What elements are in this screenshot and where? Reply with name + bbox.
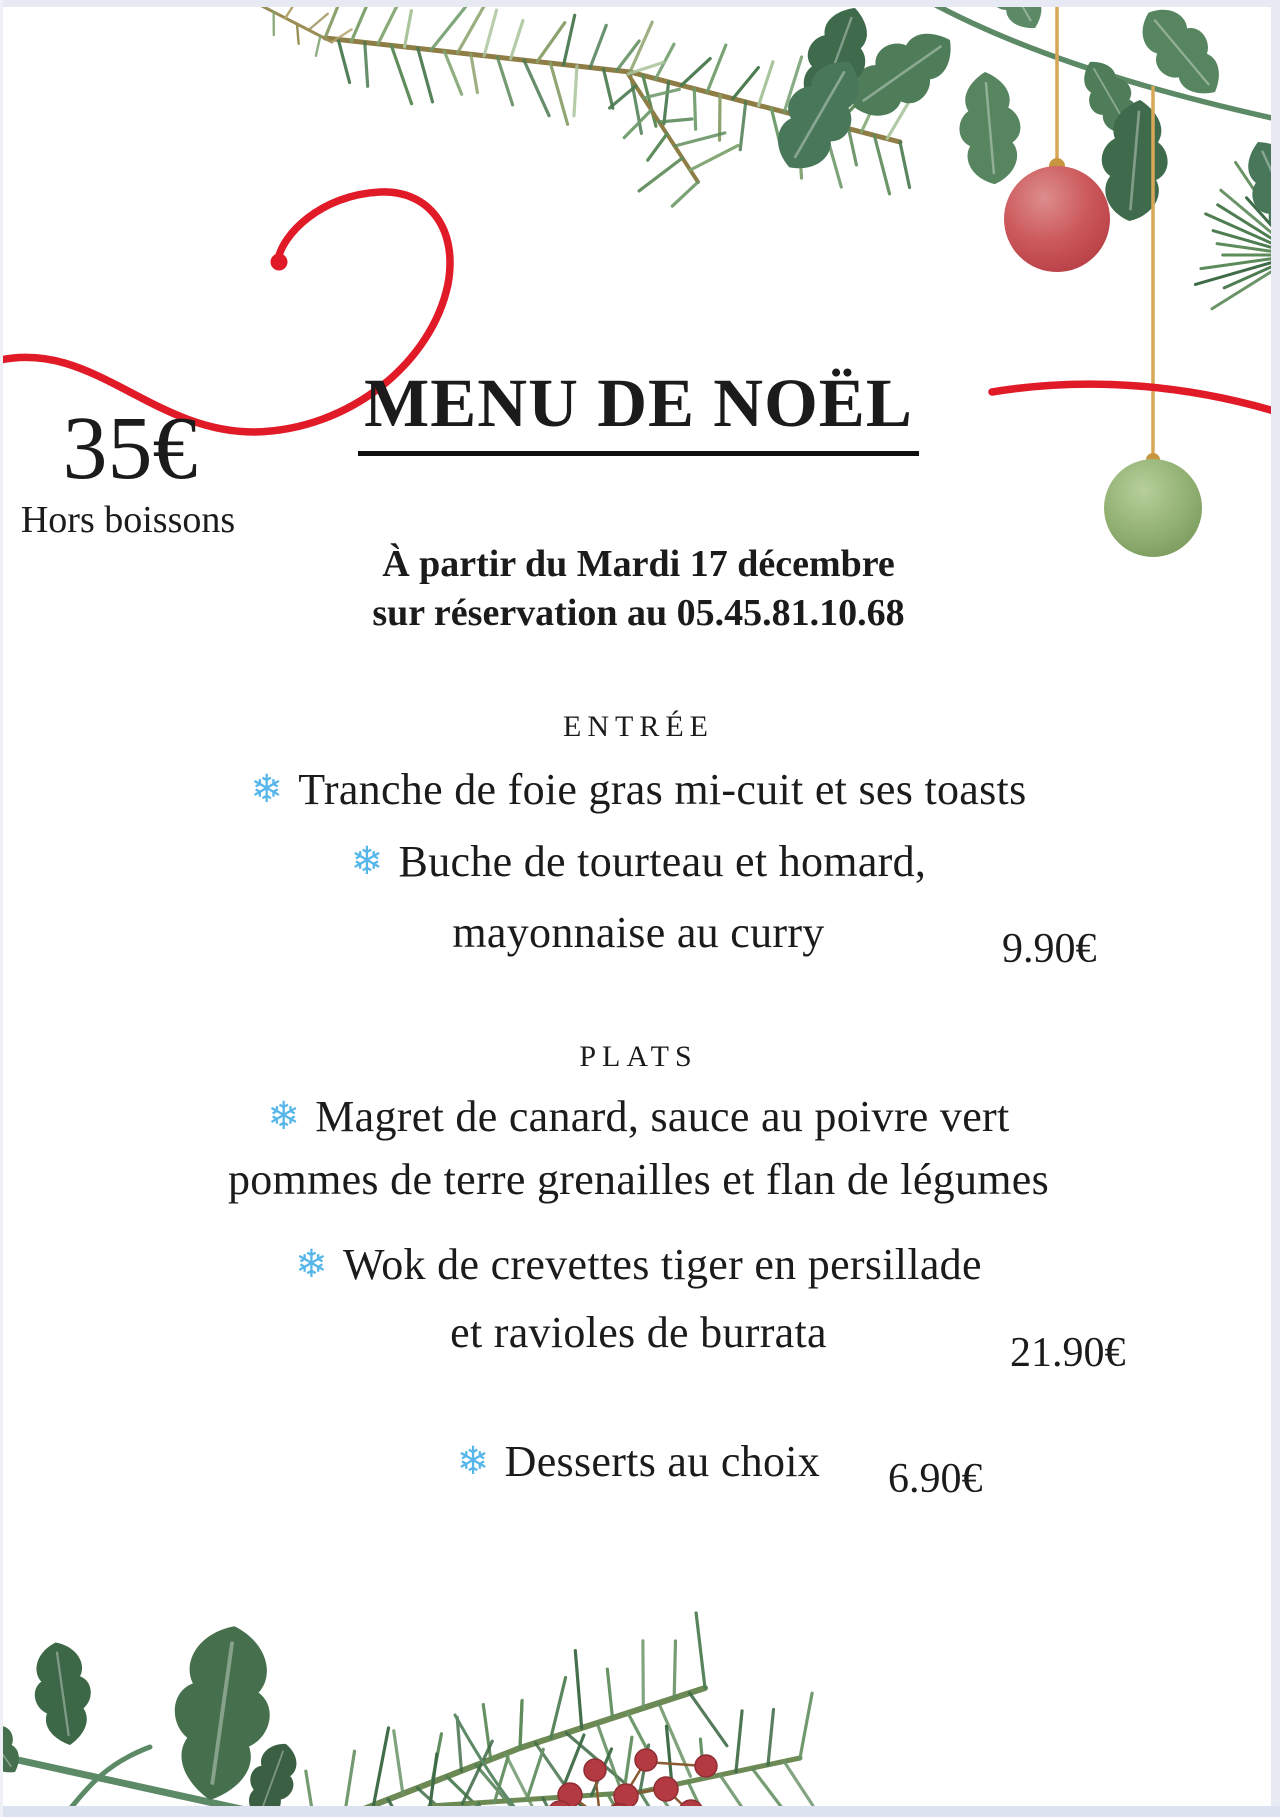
page-edge-left bbox=[0, 0, 3, 1817]
page-edge-top bbox=[0, 0, 1280, 7]
section-header-entree: ENTRÉE bbox=[563, 710, 714, 743]
section-header-plats: PLATS bbox=[579, 1040, 698, 1073]
menu-price-note: Hors boissons bbox=[20, 499, 236, 541]
snowflake-icon: ❄ bbox=[350, 839, 384, 884]
menu-item-magret bbox=[0, 1092, 1277, 1141]
holly-garland bbox=[761, 0, 1280, 252]
menu-item-desserts bbox=[0, 1437, 1277, 1486]
menu-item-text: Tranche de foie gras mi-cuit et ses toasts bbox=[298, 765, 1027, 814]
page-title-row bbox=[0, 365, 1277, 456]
menu-item-text: et ravioles de burrata bbox=[450, 1308, 827, 1357]
pine-sprig-right bbox=[1195, 162, 1280, 308]
price-tag-desserts: 6.90€ bbox=[888, 1456, 983, 1502]
menu-item-wok bbox=[0, 1240, 1277, 1289]
menu-price-badge: 35€ bbox=[62, 399, 198, 498]
ornament-green bbox=[1104, 86, 1202, 557]
page-edge-bottom bbox=[0, 1806, 1280, 1817]
price-tag-entree: 9.90€ bbox=[1002, 926, 1097, 972]
snowflake-icon: ❄ bbox=[267, 1094, 301, 1139]
menu-item-magret-line2 bbox=[0, 1155, 1277, 1204]
subtitle-line-2: sur réservation au 05.45.81.10.68 bbox=[372, 592, 905, 634]
subtitle-line-1: À partir du Mardi 17 décembre bbox=[382, 543, 895, 585]
ornament-red bbox=[1004, 0, 1110, 272]
pine-branch-bottom bbox=[306, 1613, 813, 1817]
menu-item-text: Desserts au choix bbox=[504, 1437, 821, 1486]
price-tag-plats: 21.90€ bbox=[1010, 1330, 1126, 1376]
menu-item-tourteau bbox=[0, 837, 1277, 886]
menu-item-text: Wok de crevettes tiger en persillade bbox=[342, 1240, 982, 1289]
menu-item-text: pommes de terre grenailles et flan de légumes bbox=[227, 1155, 1050, 1204]
menu-item-text: mayonnaise au curry bbox=[452, 908, 825, 957]
snowflake-icon: ❄ bbox=[456, 1439, 490, 1484]
page-edge-right bbox=[1271, 0, 1280, 1817]
pine-branch-top bbox=[262, 0, 918, 206]
menu-item-foie-gras bbox=[0, 765, 1277, 814]
snowflake-icon: ❄ bbox=[250, 767, 284, 812]
berries bbox=[455, 1715, 717, 1817]
snowflake-icon: ❄ bbox=[295, 1242, 328, 1287]
page-title: MENU DE NOËL bbox=[358, 369, 919, 456]
menu-item-text: Buche de tourteau et homard, bbox=[398, 837, 927, 886]
menu-item-text: Magret de canard, sauce au poivre vert bbox=[315, 1092, 1010, 1141]
holly-bottom bbox=[0, 1620, 306, 1817]
